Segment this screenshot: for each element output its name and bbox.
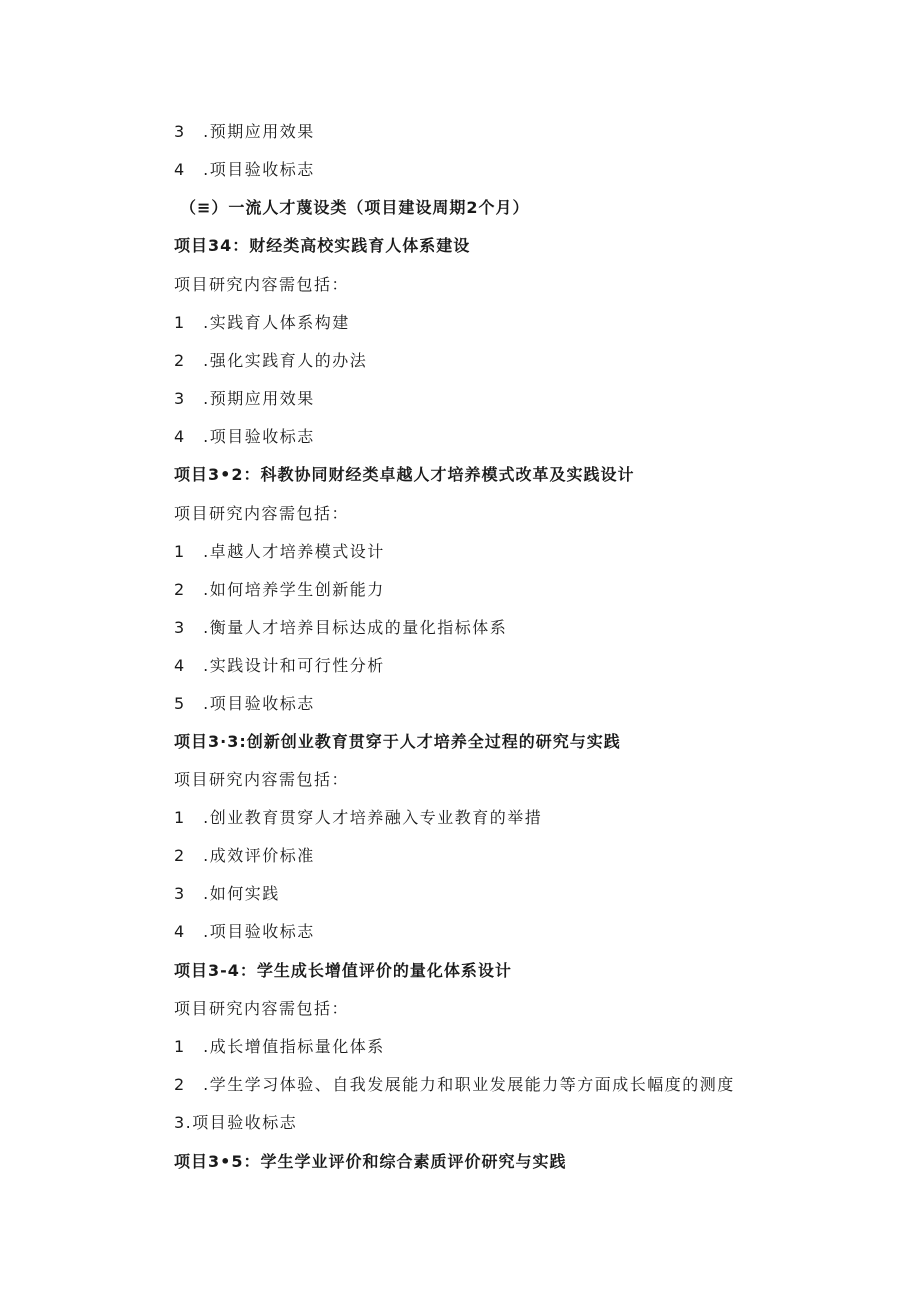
list-item: 2 .成效评价标准 xyxy=(174,846,315,865)
intro-text: 项目研究内容需包括： xyxy=(174,275,350,294)
list-item: 3 .如何实践 xyxy=(174,884,280,903)
list-item: 1 .成长增值指标量化体系 xyxy=(174,1037,385,1056)
list-item: 1 .卓越人才培养模式设计 xyxy=(174,542,385,561)
list-item: 3 .预期应用效果 xyxy=(174,389,315,408)
list-item: 4 .项目验收标志 xyxy=(174,427,315,446)
section-title: （≡）一流人才蔑设类（项目建设周期2个月） xyxy=(180,198,530,217)
list-item: 3 .预期应用效果 xyxy=(174,122,315,141)
intro-text: 项目研究内容需包括： xyxy=(174,504,350,523)
list-item: 5 .项目验收标志 xyxy=(174,694,315,713)
list-item: 2 .学生学习体验、自我发展能力和职业发展能力等方面成长幅度的测度 xyxy=(174,1075,735,1094)
project-heading: 项目3•2：科教协同财经类卓越人才培养模式改革及实践设计 xyxy=(174,465,635,484)
project-heading: 项目3•5：学生学业评价和综合素质评价研究与实践 xyxy=(174,1152,567,1171)
list-item: 3 .衡量人才培养目标达成的量化指标体系 xyxy=(174,618,508,637)
list-item: 4 .项目验收标志 xyxy=(174,922,315,941)
list-item: 1 .创业教育贯穿人才培养融入专业教育的举措 xyxy=(174,808,543,827)
list-item: 4 .项目验收标志 xyxy=(174,160,315,179)
project-heading: 项目34：财经类高校实践育人体系建设 xyxy=(174,236,471,255)
list-item: 3.项目验收标志 xyxy=(174,1113,298,1132)
intro-text: 项目研究内容需包括： xyxy=(174,770,350,789)
list-item: 4 .实践设计和可行性分析 xyxy=(174,656,385,675)
intro-text: 项目研究内容需包括： xyxy=(174,999,350,1018)
list-item: 1 .实践育人体系构建 xyxy=(174,313,350,332)
project-heading: 项目3·3:创新创业教育贯穿于人才培养全过程的研究与实践 xyxy=(174,732,621,751)
project-heading: 项目3-4：学生成长增值评价的量化体系设计 xyxy=(174,961,512,980)
list-item: 2 .如何培养学生创新能力 xyxy=(174,580,385,599)
list-item: 2 .强化实践育人的办法 xyxy=(174,351,368,370)
